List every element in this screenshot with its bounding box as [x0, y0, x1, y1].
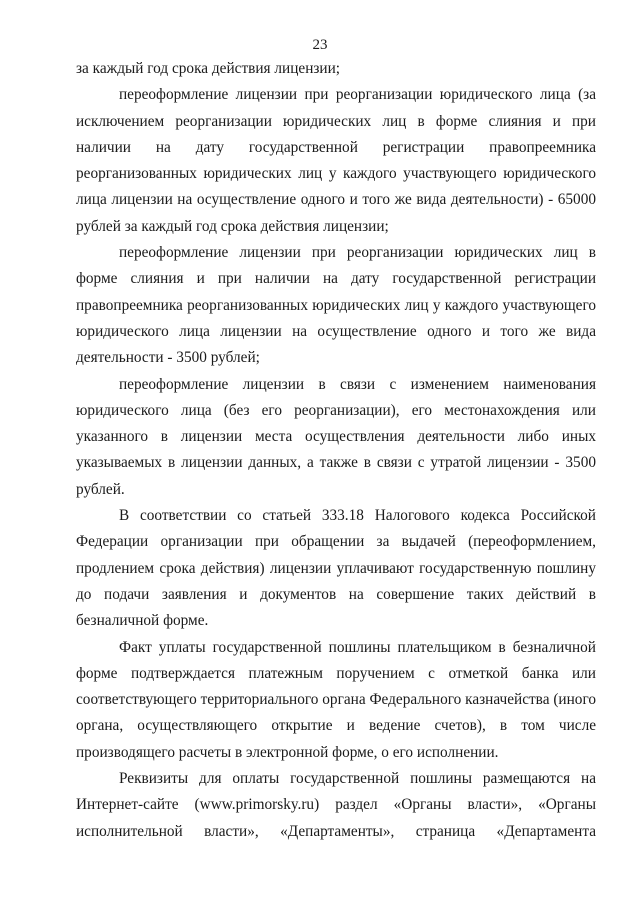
paragraph-payment-confirmation: Факт уплаты государственной пошлины плательщиком в безналичной форме подтверждается платежным поручением с отметкой банка или соответствующего территориального органа Федерального казначейства (иного органа, осуществляющего открытие и ведение счетов), в том числе производящего расчеты в электронной форме, о его исполнении.	[76, 638, 596, 761]
paragraph-name-change-fee: переоформление лицензии в связи с изменением наименования юридического лица (без его реорганизации), его местонахождения или указанного в лицензии места осуществления деятельности либо иных указываемых в лицензии данных, а также в связи с утратой лицензии - 3500 рублей.	[76, 375, 596, 498]
paragraph-payment-details: Реквизиты для оплаты государственной пошлины размещаются на Интернет-сайте (www.primorsky.ru) раздел «Органы власти», «Органы исполнительной власти», «Департаменты», страница «Департамента	[76, 770, 596, 840]
page-number: 23	[312, 37, 328, 53]
paragraph-fee-continuation: за каждый год срока действия лицензии;	[76, 60, 341, 77]
paragraph-merger-fee: переоформление лицензии при реорганизации юридических лиц в форме слияния и при наличии на дату государственной регистрации правопреемника реорганизованных юридических лиц у каждого участвующего юридического лица лицензии на осуществление одного и того же вида деятельности - 3500 рублей;	[76, 244, 596, 367]
paragraph-tax-code-reference: В соответствии со статьей 333.18 Налогового кодекса Российской Федерации организации при обращении за выдачей (переоформлением, продлением срока действия) лицензии уплачивают государственную пошлину до подачи заявления и документов на совершение таких действий в безналичной форме.	[76, 507, 596, 630]
paragraph-reorganization-fee: переоформление лицензии при реорганизации юридического лица (за исключением реорганизации юридических лиц в форме слияния и при наличии на дату государственной регистрации правопреемника реорганизованных юридических лиц у каждого участвующего юридического лица лицензии на осуществление одного и того же вида деятельности) - 65000 рублей за каждый год срока действия лицензии;	[76, 86, 596, 235]
document-body	[76, 56, 596, 845]
